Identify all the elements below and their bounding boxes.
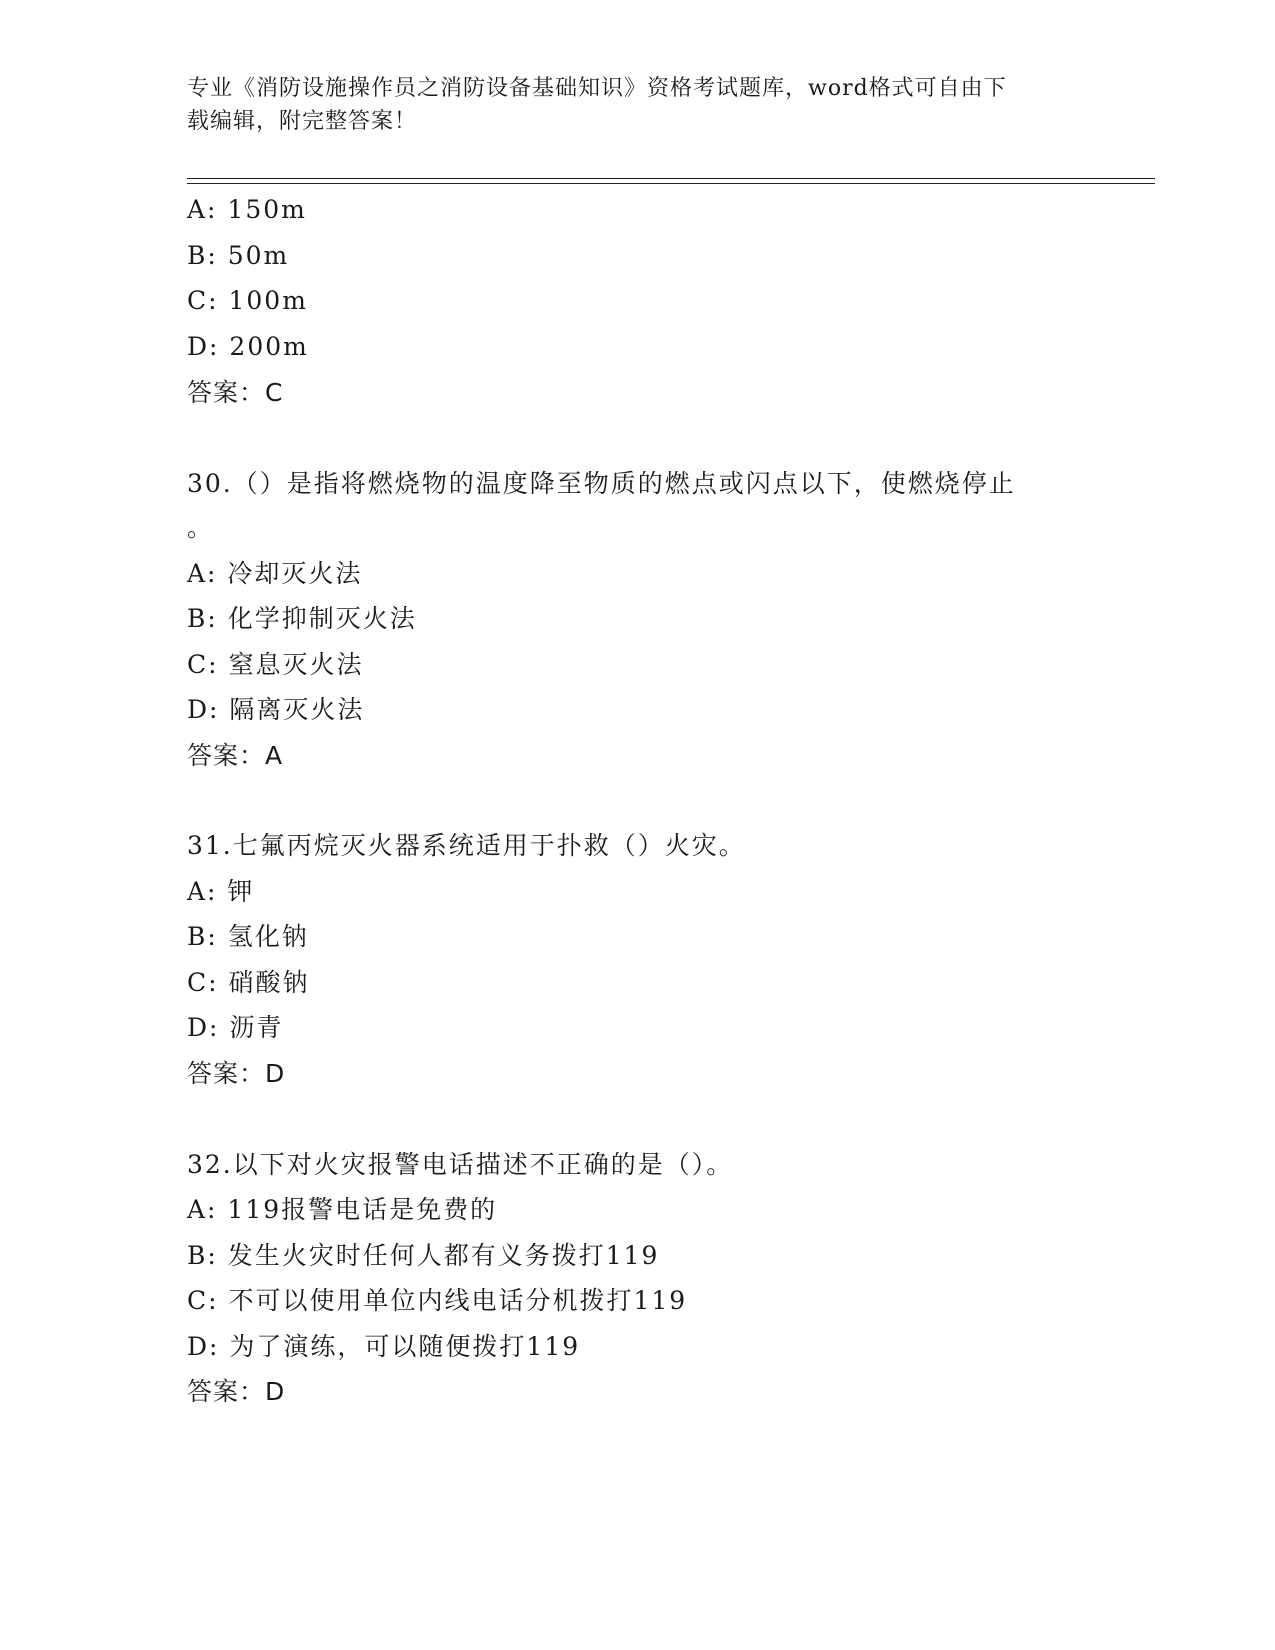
q32-answer: 答案：D	[187, 1377, 286, 1406]
q31-question: 31.七氟丙烷灭火器系统适用于扑救（）火灾。	[187, 831, 746, 860]
q32-question: 32.以下对火灾报警电话描述不正确的是（）。	[187, 1150, 734, 1179]
q30-option-c: C: 窒息灭火法	[187, 650, 364, 679]
q29-option-b: B: 50m	[187, 241, 290, 270]
q29-option-d: D: 200m	[187, 332, 309, 361]
q32-option-b: B: 发生火灾时任何人都有义务拨打119	[187, 1241, 660, 1270]
page-header	[187, 72, 1067, 138]
q30-answer: 答案：A	[187, 741, 284, 770]
q29-answer: 答案：C	[187, 378, 284, 407]
q30-question-line-2: 。	[187, 513, 215, 542]
q31-option-d: D: 沥青	[187, 1013, 284, 1042]
q30-question-line-1: 30.（）是指将燃烧物的温度降至物质的燃点或闪点以下，使燃烧停止	[187, 469, 1016, 498]
header-divider-bottom	[187, 183, 1155, 184]
q30-option-a: A: 冷却灭火法	[187, 559, 363, 588]
q31-option-a: A: 钾	[187, 877, 255, 906]
q32-option-c: C: 不可以使用单位内线电话分机拨打119	[187, 1286, 688, 1315]
q31-answer: 答案：D	[187, 1059, 286, 1088]
header-line-2: 载编辑，附完整答案！	[187, 109, 418, 134]
q30-option-d: D: 隔离灭火法	[187, 695, 365, 724]
q31-option-c: C: 硝酸钠	[187, 968, 310, 997]
q29-option-a: A: 150m	[187, 195, 307, 224]
header-divider-top	[187, 178, 1155, 179]
q31-option-b: B: 氢化钠	[187, 922, 309, 951]
q30-option-b: B: 化学抑制灭火法	[187, 604, 417, 633]
header-line-1: 专业《消防设施操作员之消防设备基础知识》资格考试题库，word格式可自由下	[187, 76, 1007, 101]
q32-option-d: D: 为了演练，可以随便拨打119	[187, 1332, 581, 1361]
q29-option-c: C: 100m	[187, 286, 308, 315]
q32-option-a: A: 119报警电话是免费的	[187, 1195, 498, 1224]
